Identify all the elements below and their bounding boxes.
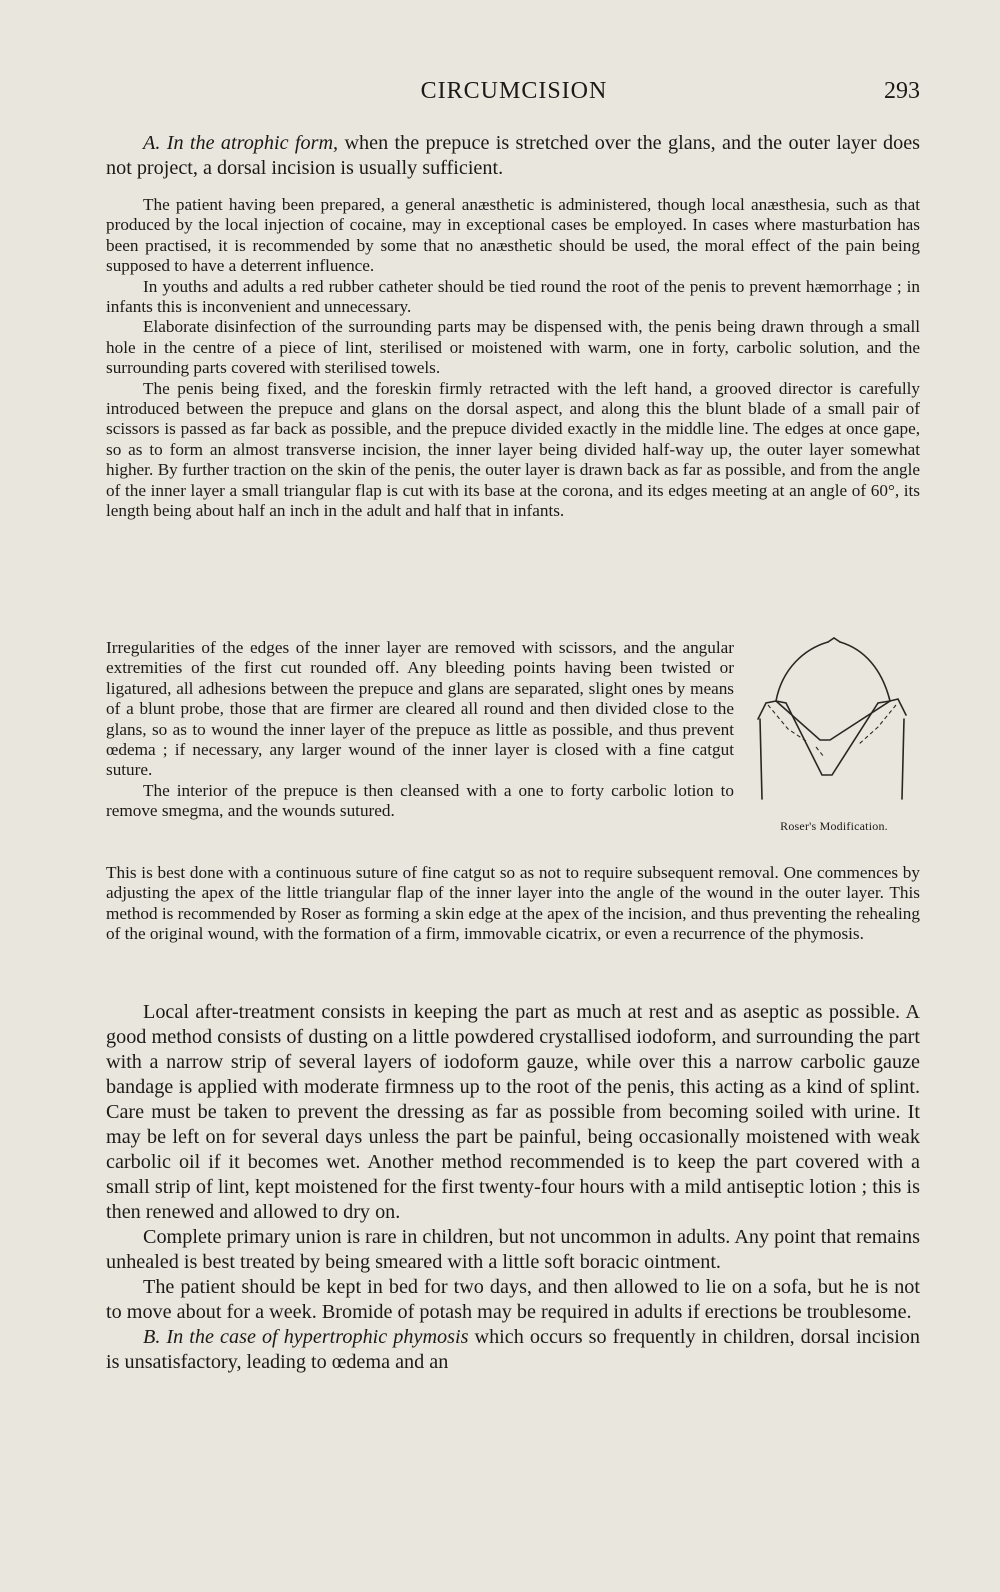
section-a-intro (106, 131, 920, 181)
figure-caption: Roser's Modification. (780, 819, 888, 833)
small-text-block (106, 195, 920, 522)
page-number: 293 (884, 78, 920, 104)
paragraph-disinfection: Elaborate disinfection of the surrounding parts may be dispensed with, the penis being drawn through a small hole in the centre of a piece of lint, sterilised or moistened with warm, one in forty, carbolic solution, and the surrounding parts covered with sterilised towels. (106, 317, 920, 378)
paragraph-irregularities: Irregularities of the edges of the inner layer are removed with scissors, and the angular extremities of the first cut rounded off. Any bleeding points having been twisted or ligatured, all adhesions between the prepuce and glans are separated, slight ones by means of a blunt probe, those that are firmer are cleared all round and then divided close to the glans, so as to wound the inner layer of the prepuce as little as possible, and thus prevent œdema ; if necessary, any larger wound of the inner layer is closed with a fine catgut suture. (106, 638, 734, 780)
paragraph-after-treatment: Local after-treatment consists in keeping the part as much at rest and as aseptic as possible. A good method consists of dusting on a little powdered crystallised iodoform, and surrounding the part with a narrow strip of several layers of iodoform gauze, while over this a narrow carbolic gauze bandage is applied with moderate firmness up to the root of the penis, this acting as a kind of splint. Care must be taken to prevent the dressing as far as possible from becoming soiled with urine. It may be left on for several days unless the part be painful, being occasionally moistened with weak carbolic oil if it becomes wet. Another method recommended is to keep the part covered with a small strip of lint, kept moistened for the first twenty-four hours with a mild antiseptic lotion ; this is then renewed and allowed to dry on. (106, 1001, 920, 1223)
paragraph-incision: The penis being fixed, and the foreskin firmly retracted with the left hand, a grooved director is carefully introduced between the prepuce and glans on the dorsal aspect, and along this the blunt blade of a small pair of scissors is passed as far back as possible, and the prepuce divided exactly in the middle line. The edges at once gape, so as to form an almost transverse incision, the inner layer being divided half-way up, the outer layer somewhat higher. By further traction on the skin of the penis, the outer layer is drawn back as far as possible, and from the angle of the inner layer a small triangular flap is cut with its base at the corona, and its edges meeting at an angle of 60°, its length being about half an inch in the adult and half that in infants. (106, 378, 920, 521)
section-b-label: B. In the case of hypertrophic phymosis (143, 1326, 469, 1348)
section-a-label: A. In the atrophic form, (143, 132, 339, 154)
figure-rosers-modification (746, 629, 922, 834)
paragraph-primary-union: Complete primary union is rare in children, but not uncommon in adults. Any point that remains unhealed is best treated by being smeared with a little soft boracic ointment. (106, 1226, 920, 1273)
paragraph-cleansing: The interior of the prepuce is then cleansed with a one to forty carbolic lotion to remove smegma, and the wounds sutured. (106, 780, 734, 821)
paragraph-bed-rest: The patient should be kept in bed for two days, and then allowed to lie on a sofa, but he is not to move about for a week. Bromide of potash may be required in adults if erections be troublesome. (106, 1276, 920, 1323)
paragraph-anaesthesia: The patient having been prepared, a general anæsthetic is administered, though local anæsthesia, such as that produced by the local injection of cocaine, may in exceptional cases be employed. In cases where masturbation has been practised, it is recommended by some that no anæsthetic should be used, the moral effect of the pain being supposed to have a deterrent influence. (106, 195, 920, 276)
page-title: CIRCUMCISION (420, 78, 608, 104)
text-beside-figure (106, 638, 734, 822)
paragraph-catheter: In youths and adults a red rubber catheter should be tied round the root of the penis to prevent hæmorrhage ; in infants this is inconvenient and unnecessary. (106, 276, 920, 317)
rosers-modification-illustration (746, 629, 922, 809)
large-text-block (106, 1000, 920, 1375)
paragraph-suture: This is best done with a continuous suture of fine catgut so as not to require subsequent removal. One commences by adjusting the apex of the little triangular flap of the inner layer into the angle of the wound in the outer layer. This method is recommended by Roser as forming a skin edge at the apex of the incision, and thus preventing the rehealing of the original wound, with the formation of a firm, immovable cicatrix, or even a recurrence of the phymosis. (106, 863, 920, 944)
section-a-text: when the prepuce is stretched over the glans, and the outer layer does not project, a dorsal incision is usually sufficient. (106, 132, 921, 179)
running-header (108, 78, 920, 112)
section-b-text: which occurs so frequently in children, dorsal incision is unsatisfactory, leading to œdema and an (106, 1326, 920, 1373)
section-a-paragraph (106, 131, 920, 181)
suture-paragraph-block (106, 863, 920, 945)
paragraph-section-b (106, 1325, 920, 1375)
